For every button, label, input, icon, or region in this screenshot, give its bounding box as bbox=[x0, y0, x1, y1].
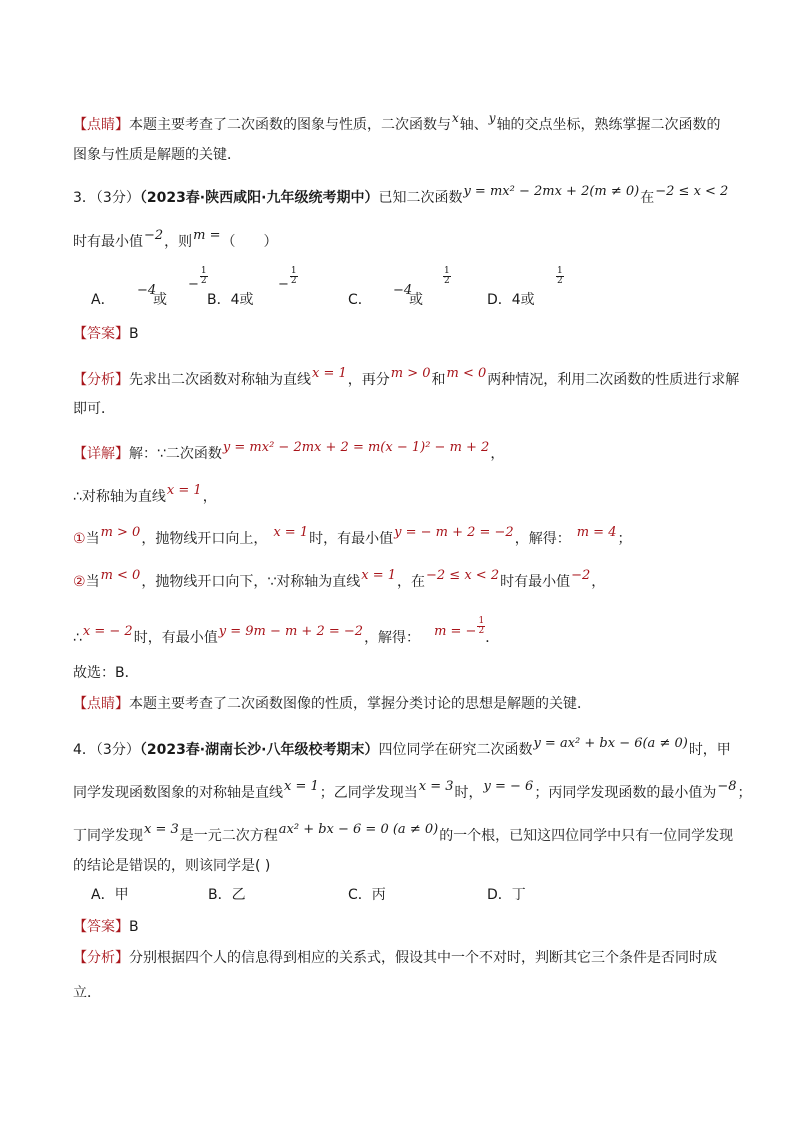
q3-stem-line-2: 时有最小值−2，则m =（ ） bbox=[73, 228, 278, 250]
q4-option-d[interactable]: D．丁 bbox=[487, 887, 526, 903]
dianjing-line-2: 图象与性质是解题的关键． bbox=[73, 147, 241, 163]
q4-stem-line-4: 的结论是错误的，则该同学是( ) bbox=[73, 858, 271, 874]
q3-detail-line-2: ∴对称轴为直线x = 1， bbox=[73, 483, 217, 505]
q3-answer: 【答案】B bbox=[73, 326, 139, 342]
q3-option-d[interactable]: D．4或 bbox=[487, 292, 535, 308]
q3-option-b-fraction: − $\frac{1}{2}$ bbox=[278, 265, 297, 292]
q3-detail-case-3: ∴x = − 2时，有最小值y = 9m − m + 2 = −2，解得： m = − $\frac{1}{2}$ ． bbox=[73, 615, 500, 646]
q3-option-b[interactable]: B．4或 bbox=[207, 292, 254, 308]
q4-option-b[interactable]: B．乙 bbox=[208, 887, 246, 903]
q3-option-d-fraction: $\frac{1}{2}$ bbox=[557, 265, 563, 286]
q4-option-a[interactable]: A．甲 bbox=[91, 887, 129, 903]
q4-stem-line-3: 丁同学发现x = 3是一元二次方程ax² + bx − 6 = 0 (a ≠ 0)的一个根，已知这四位同学中只有一位同学发现 bbox=[73, 822, 734, 844]
dianjing-tag: 【点睛】 bbox=[73, 117, 129, 133]
q4-option-c[interactable]: C．丙 bbox=[348, 887, 386, 903]
q3-option-a-or: 或 bbox=[153, 292, 167, 308]
q3-analysis-line-1: 【分析】先求出二次函数对称轴为直线x = 1，再分m > 0和m < 0两种情况，利用二次函数的性质进行求解 bbox=[73, 366, 740, 388]
q3-option-c-value: −4 bbox=[393, 283, 413, 298]
q3-detail-case-1: ①当m > 0，抛物线开口向上， x = 1时，有最小值y = − m + 2 = −2，解得： m = 4； bbox=[73, 525, 632, 547]
q4-stem-line-1: 4．（3分）（2023春·湖南长沙·八年级校考期末）四位同学在研究二次函数y = ax² + bx − 6(a ≠ 0)时，甲 bbox=[73, 736, 731, 758]
dianjing-line-1: 【点睛】本题主要考查了二次函数的图象与性质，二次函数与x轴、y轴的交点坐标，熟练掌握二次函数的 bbox=[73, 111, 721, 133]
q4-analysis-line-2: 立． bbox=[73, 985, 101, 1001]
q3-detail-case-2: ②当m < 0，抛物线开口向下，∵对称轴为直线x = 1，在−2 ≤ x < 2时有最小值−2， bbox=[73, 568, 606, 590]
q3-dianjing: 【点睛】本题主要考查了二次函数图像的性质，掌握分类讨论的思想是解题的关键． bbox=[73, 696, 591, 712]
q3-option-a[interactable]: A． bbox=[91, 292, 115, 308]
q3-stem-line-1: 3．（3分）（2023春·陕西咸阳·九年级统考期中）已知二次函数y = mx² − 2mx + 2(m ≠ 0)在−2 ≤ x < 2 bbox=[73, 184, 729, 206]
q3-option-c-or: 或 bbox=[409, 292, 423, 308]
q3-detail-line-1: 【详解】解：∵二次函数y = mx² − 2mx + 2 = m(x − 1)² − m + 2， bbox=[73, 440, 505, 462]
q4-analysis-line-1: 【分析】分别根据四个人的信息得到相应的关系式，假设其中一个不对时，判断其它三个条件是否同时成 bbox=[73, 950, 717, 966]
q3-option-a-fraction: − $\frac{1}{2}$ bbox=[188, 265, 207, 292]
q3-choose: 故选：B． bbox=[73, 665, 139, 681]
q3-analysis-line-2: 即可． bbox=[73, 401, 115, 417]
q3-option-c[interactable]: C． bbox=[348, 292, 372, 308]
q4-answer: 【答案】B bbox=[73, 919, 139, 935]
q3-option-c-fraction: $\frac{1}{2}$ bbox=[444, 265, 450, 286]
q4-stem-line-2: 同学发现函数图象的对称轴是直线x = 1；乙同学发现当x = 3时，y = − 6；丙同学发现函数的最小值为−8； bbox=[73, 779, 752, 801]
q3-option-a-value: −4 bbox=[137, 283, 157, 298]
